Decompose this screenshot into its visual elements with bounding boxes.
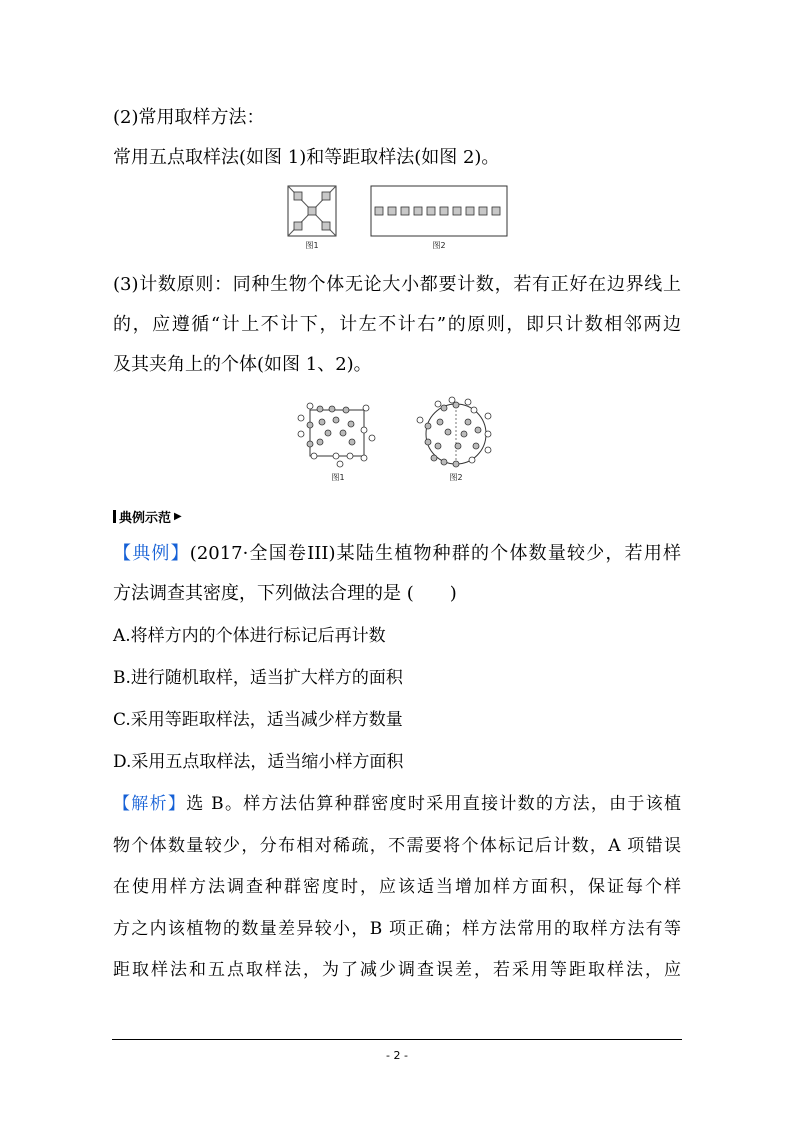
figure-caption: 图1 [305,241,319,250]
text-line: (2)常用取样方法： [113,107,265,128]
section-bar [113,510,116,523]
text-line: 及其夹角上的个体(如图 1、2)。 [113,354,372,375]
section-tag-label: 典例示范 [119,511,172,526]
triangle-right-icon: ▶ [174,511,182,522]
example-label: 【典例】 [113,543,190,564]
footer-divider [112,1039,682,1040]
example-question-line [113,542,681,566]
figure-caption: 图2 [449,473,463,482]
equidistant-sampling-figure [370,185,508,251]
option-c: C.采用等距取样法，适当减少样方数量 [113,710,403,730]
analysis-line: 距取样法和五点取样法，为了减少调查误差，若采用等距取样法，应 [113,960,681,980]
text-line: (3)计数原则：同种生物个体无论大小都要计数，若有正好在边界线上 [113,274,681,295]
option-b: B.进行随机取样，适当扩大样方的面积 [113,668,403,688]
section-tag [113,507,182,526]
option-d: D.采用五点取样法，适当缩小样方面积 [113,752,404,772]
text-line: 的，应遵循“计上不计下，计左不计右”的原则，即只计数相邻两边 [113,314,681,335]
circle-counting-figure [414,396,498,484]
example-question-text: (2017·全国卷III)某陆生植物种群的个体数量较少，若用样 [189,543,682,564]
page-number: - 2 - [386,1049,408,1062]
example-question-line: 方法调查其密度，下列做法合理的是 ( ) [113,583,457,604]
figure-caption: 图2 [432,241,446,250]
text-line: 常用五点取样法(如图 1)和等距取样法(如图 2)。 [113,147,500,168]
analysis-line: 物个体数量较少，分布相对稀疏，不需要将个体标记后计数，A 项错误 [113,836,681,856]
square-counting-figure [296,398,380,484]
option-a: A.将样方内的个体进行标记后再计数 [113,626,386,646]
analysis-label: 【解析】 [113,794,187,814]
figure-caption: 图1 [331,473,345,482]
analysis-line [113,792,681,816]
five-point-sampling-figure [287,185,337,251]
analysis-text: 选 B。样方法估算种群密度时采用直接计数的方法，由于该植 [186,794,682,814]
analysis-line: 在使用样方法调查种群密度时，应该适当增加样方面积，保证每个样 [113,877,681,897]
analysis-line: 方之内该植物的数量差异较小，B 项正确；样方法常用的取样方法有等 [113,919,681,939]
